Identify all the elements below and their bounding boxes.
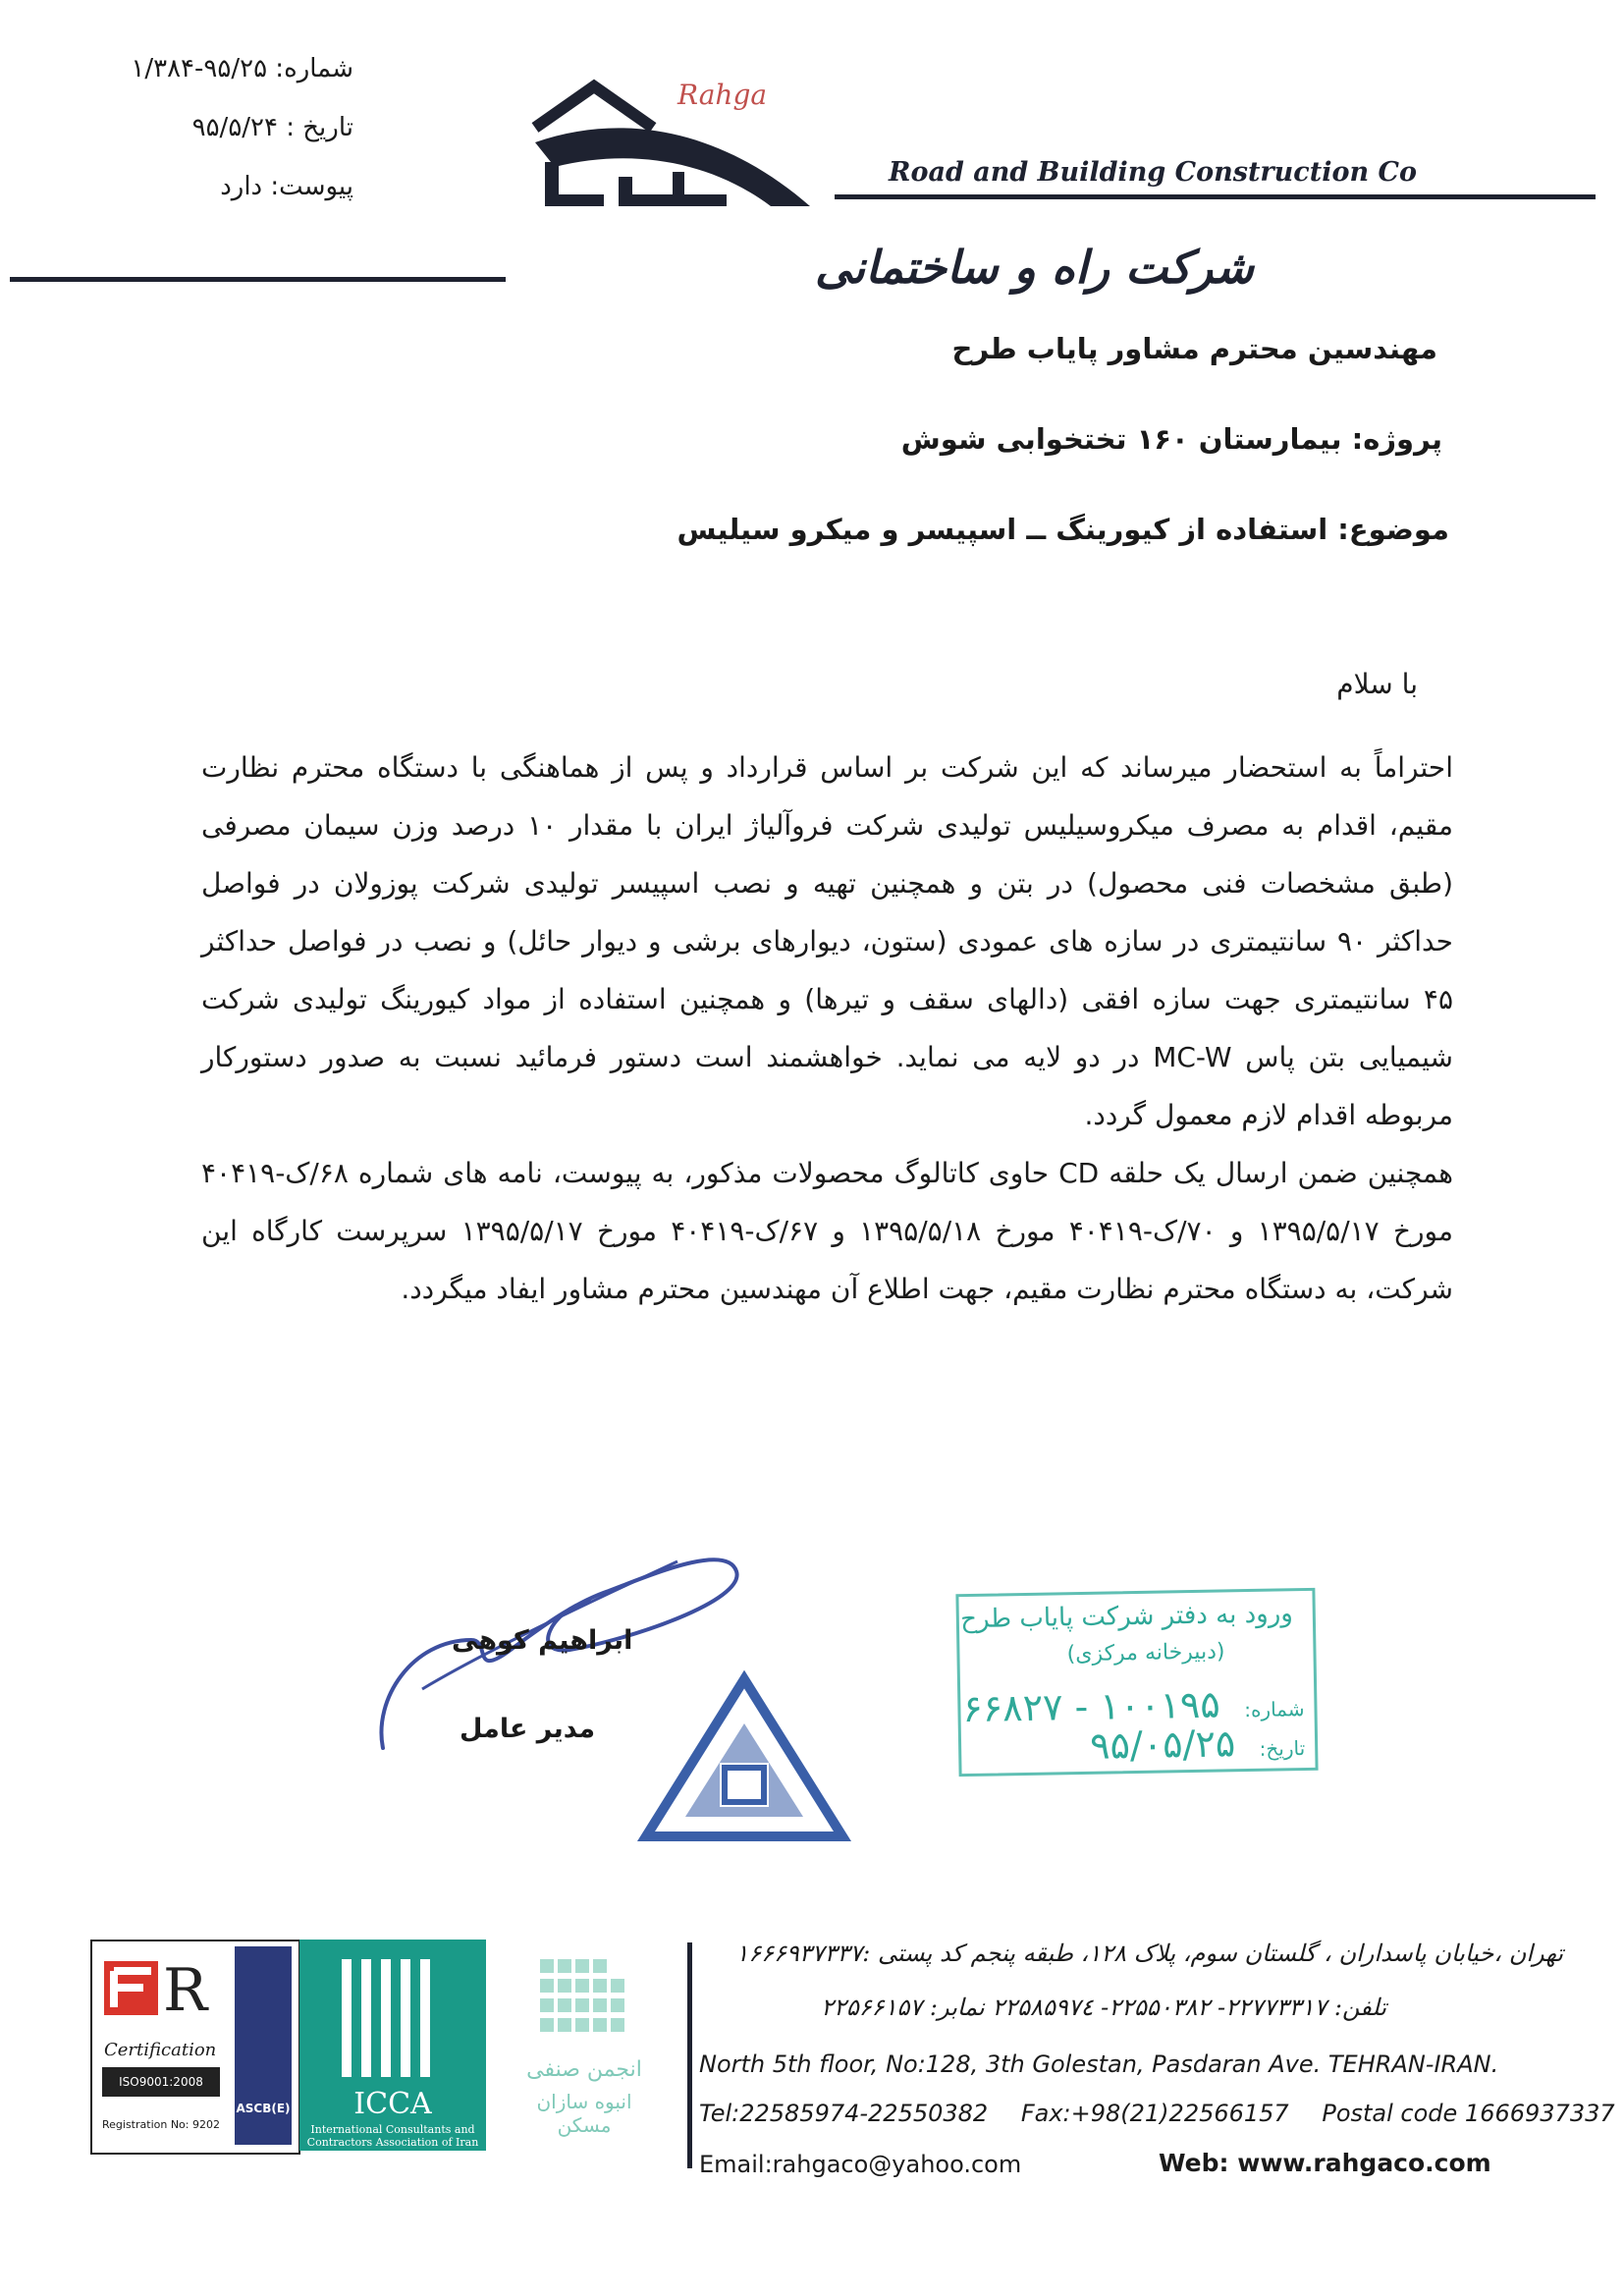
company-seal-icon xyxy=(626,1669,862,1866)
stamp-date-value: ۹۵/۰۵/۲۵ xyxy=(1089,1722,1236,1768)
building-grid-icon xyxy=(535,1949,633,2048)
tel-en: Tel:22585974-22550382 xyxy=(699,2100,989,2127)
stamp-title: ورود به دفتر شرکت پایاب طرح xyxy=(959,1599,1294,1635)
signatory-name: ابراهیم کوهی xyxy=(452,1625,633,1656)
signatory-title: مدیر عامل xyxy=(460,1714,596,1744)
header-rule-left xyxy=(10,277,506,282)
fax-en: Fax:+98(21)22566157 xyxy=(1020,2100,1289,2127)
anjoman-line2: انبوه سازان مسکن xyxy=(536,2090,632,2137)
stamp-subtitle: (دبیرخانه مرکزی) xyxy=(1066,1639,1225,1667)
footer-divider xyxy=(687,1942,692,2168)
icca-pillars-icon xyxy=(334,1954,452,2082)
certification-logo xyxy=(90,1940,300,2155)
ascb-label: ASCB(E) xyxy=(236,2102,291,2115)
header-rule-right xyxy=(835,194,1596,199)
email: Email:rahgaco@yahoo.com xyxy=(699,2151,1022,2178)
body-paragraph-2: همچنین ضمن ارسال یک حلقه CD حاوی کاتالوگ محصولات مذکور، به پیوست، نامه های شماره ۶۸/ک-۴۰۴۱۹ مورخ ۱۳۹۵/۵/۱۷ و ۷۰/ک-۴۰۴۱۹ مورخ ۱۳۹۵/۵/۱۸ و ۶۷/ک-۴۰۴۱۹ مورخ ۱۳۹۵/۵/۱۷ سرپرست کارگاه این شرکت، به دستگاه محترم نظارت مقیم، جهت اطلاع آن مهندسین محترم مشاور ایفاد میگردد. xyxy=(201,1157,1454,1305)
letter-attachment: پیوست: دارد xyxy=(220,172,353,201)
ft-cert-icon xyxy=(104,1953,222,2022)
subject-line: موضوع: استفاده از کیورینگ ــ اسپیسر و میکرو سیلیس xyxy=(677,513,1449,546)
cert-label: Certification xyxy=(104,2040,217,2060)
icca-logo xyxy=(299,1940,486,2151)
letter-meta xyxy=(98,39,353,216)
logo-latin-name: Rahga xyxy=(677,79,768,111)
postal-en: Postal code 1666937337 xyxy=(1322,2100,1615,2127)
stamp-number-label: شماره: xyxy=(1244,1697,1305,1722)
contact-en xyxy=(699,2100,1615,2127)
iso-label: ISO9001:2008 xyxy=(102,2067,220,2097)
icca-title: ICCA xyxy=(353,2087,432,2121)
body-paragraph-1: احتراماً به استحضار میرساند که این شرکت بر اساس قرارداد و پس از هماهنگی با دستگاه محترم نظارت مقیم، اقدام به مصرف میکروسیلیس تولیدی شرکت فروآلیاژ ایران با مقدار ۱۰ درصد وزن سیمان مصرفی (طبق مشخصات فنی محصول) در بتن و همچنین تهیه و نصب اسپیسر تولیدی شرکت پوزولان در فواصل حداکثر ۹۰ سانتیمتری در سازه های عمودی (ستون، دیوارهای برشی و دیوار حائل) و نصب در فواصل حداکثر ۴۵ سانتیمتری جهت سازه افقی (دالهای سقف و تیرها) و همچنین استفاده از مواد کیورینگ تولیدی شرکت شیمیایی بتن پاس MC-W در دو لایه می نماید. خواهشمند است دستور فرمائید نسبت به صدور دستورکار مربوطه اقدام لازم معمول گردد. xyxy=(201,751,1454,1131)
company-name-en: Road and Building Construction Co xyxy=(889,157,1417,188)
salutation: با سلام xyxy=(1336,668,1418,700)
icca-subtitle: International Consultants and Contractors Association of Iran xyxy=(306,2123,479,2149)
letter-body xyxy=(201,738,1453,1318)
stamp-date xyxy=(1090,1721,1306,1768)
registration-number: Registration No: 9202 xyxy=(102,2118,220,2131)
phone-fa: تلفن: ۲۲۷۷۳۳۱۷- ۲۲۵۵۰۳۸۲- ۲۲۵۸۵۹۷٤ نمابر: ۲۲۵۶۶۱۵۷ xyxy=(821,1994,1386,2021)
svg-text:R: R xyxy=(163,1956,208,2022)
ascb-badge xyxy=(235,1946,292,2145)
address-en: North 5th floor, No:128, 3th Golestan, Pasdaran Ave. TEHRAN-IRAN. xyxy=(699,2050,1499,2078)
website: Web: www.rahgaco.com xyxy=(1159,2149,1491,2177)
letter-number: شماره: ۹۵/۲۵-۱/۳۸۴ xyxy=(131,54,353,83)
receipt-stamp xyxy=(955,1588,1318,1777)
stamp-date-label: تاریخ: xyxy=(1259,1736,1306,1761)
project-line: پروژه: بیمارستان ۱۶۰ تختخوابی شوش xyxy=(900,422,1442,456)
address-fa: تهران ،خیابان پاسداران ، گلستان سوم، پلاک ۱۲۸، طبقه پنجم کد پستی :۱۶۶۶۹۳۷۳۳۷ xyxy=(735,1940,1563,1967)
anjoman-line1: انجمن صنفی xyxy=(526,2057,642,2082)
recipient-line: مهندسین محترم مشاور پایاب طرح xyxy=(951,332,1437,365)
stamp-number-value: ۱۰۰۱۹۵ - ۶۶۸۲۷ xyxy=(961,1682,1221,1731)
letter-date: تاریخ : ۹۵/۵/۲۴ xyxy=(191,113,353,142)
company-logo-icon xyxy=(525,69,820,226)
company-name-fa: شرکت راه و ساختمانی xyxy=(815,241,1254,294)
